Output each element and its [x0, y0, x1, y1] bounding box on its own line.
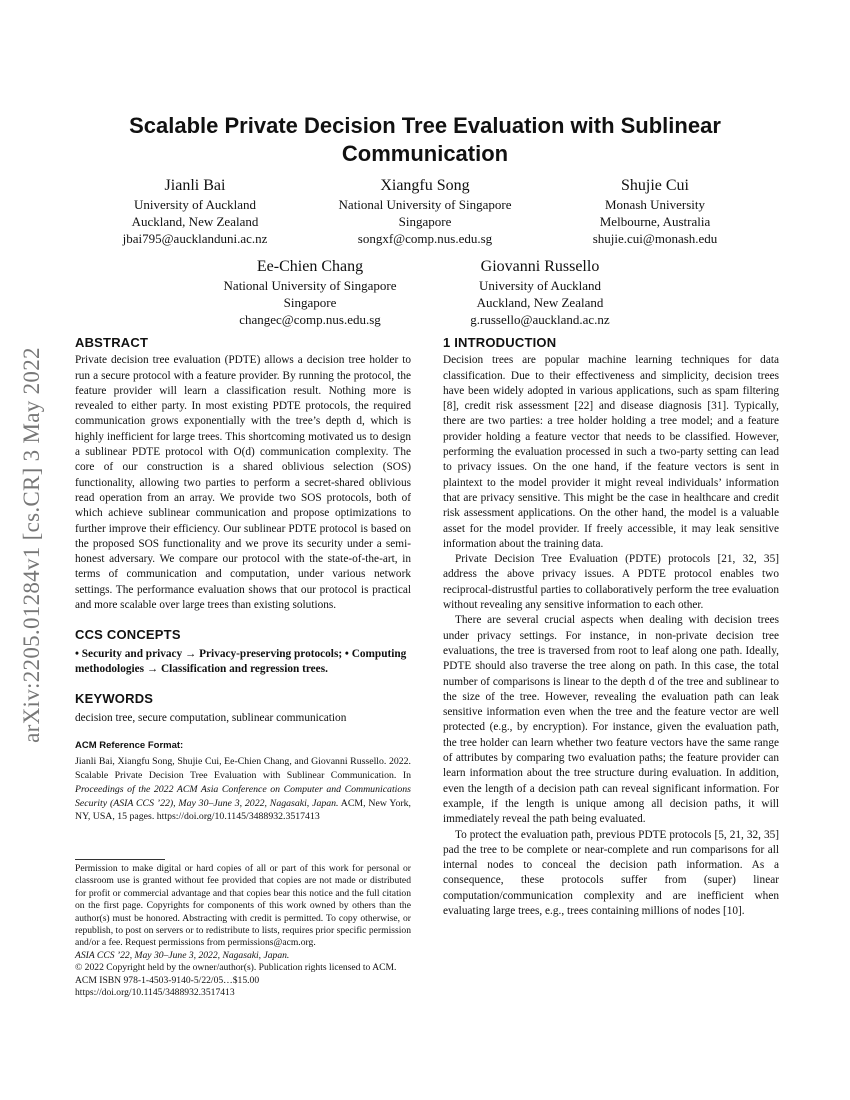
author-location: Auckland, New Zealand [131, 214, 259, 229]
author-block [555, 176, 755, 247]
author-location: Melbourne, Australia [599, 214, 711, 229]
author-name: Giovanni Russello [480, 258, 600, 275]
permission-text: Permission to make digital or hard copies of all or part of this work for personal or classroom use is granted without fee provided that copies are not made or distributed for profit or commercial advantage and that copies bear this notice and the full citation on the first page. Copyrights for components of this work owned by others than the author(s) must be honored. Abstracting with credit is permitted. To copy otherwise, or republish, to post on servers or to redistribute to lists, requires prior specific permission and/or a fee. Request permissions from permissions@acm.org. [75, 863, 411, 949]
reference-format-heading: ACM Reference Format: [75, 739, 184, 751]
reference-format-text [75, 755, 411, 824]
paper-title: Scalable Private Decision Tree Evaluation with Sublinear Communication [129, 113, 721, 166]
conference-line: ASIA CCS ’22, May 30–June 3, 2022, Nagasaki, Japan. [75, 949, 290, 961]
author-name: Xiangfu Song [380, 177, 470, 194]
author-block [95, 176, 295, 247]
intro-paragraph-4: To protect the evaluation path, previous PDTE protocols [5, 21, 32, 35] pad the tree to be complete or near-complete and run comparisons for all internal nodes to conceal the decision path information. As a consequence, these protocols suffer from (super) linear computation/communication complexity and are inefficient when evaluating large trees, e.g., trees containing millions of nodes [10]. [443, 828, 779, 917]
author-email: songxf@comp.nus.edu.sg [357, 231, 493, 246]
author-block [200, 257, 420, 328]
author-email: shujie.cui@monash.edu [592, 231, 718, 246]
isbn-line: ACM ISBN 978-1-4503-9140-5/22/05…$15.00 [75, 974, 260, 986]
arxiv-identifier: arXiv:2205.01284v1 [cs.CR] 3 May 2022 [19, 347, 44, 743]
doi-link[interactable]: https://doi.org/10.1145/3488932.3517413 [75, 987, 235, 999]
author-email: g.russello@auckland.ac.nz [470, 312, 610, 327]
author-name: Jianli Bai [164, 177, 226, 194]
right-column [443, 335, 779, 919]
ccs-text: • Security and privacy → Privacy-preserving protocols; • Computing methodologies → Classification and regression trees. [75, 647, 407, 675]
author-location: Singapore [283, 295, 337, 310]
author-name: Shujie Cui [620, 177, 689, 194]
ccs-heading: CCS CONCEPTS [75, 627, 181, 643]
author-email: changec@comp.nus.edu.sg [239, 312, 381, 327]
reference-publisher: ACM, New York, NY, USA, 15 pages. https://doi.org/10.1145/3488932.3517413 [75, 797, 411, 823]
author-name: Ee-Chien Chang [256, 258, 364, 275]
abstract-text: Private decision tree evaluation (PDTE) allows a decision tree holder to run a secure protocol with a feature provider. By running the protocol, the feature provider will learn a classification result. Nothing more is revealed to either party. In most existing PDTE protocols, the required communication grows exponentially with the tree’s depth d, which is highly inefficient for large trees. This shortcoming motivated us to design a sublinear PDTE protocol with O(d) communication complexity. The core of our construction is a shared oblivious selection (SOS) functionality, allowing two parties to perform a secret-shared oblivious read operation from an array. We provide two SOS protocols, both of which achieve sublinear communication and propose optimizations to further improve their efficiency. Our sublinear PDTE protocol is based on the proposed SOS functionality and we prove its security under a semi-honest adversary. We compare our protocol with the state-of-the-art, in terms of communication and computation, under various network settings. The performance evaluation shows that our protocol is practical and more scalable over large trees than existing solutions. [75, 354, 411, 612]
abstract-heading: ABSTRACT [75, 335, 149, 350]
permission-block [75, 863, 411, 999]
keywords-heading: KEYWORDS [75, 691, 154, 707]
author-block [315, 176, 535, 247]
footnote-rule [75, 859, 165, 860]
intro-paragraph-3: There are several crucial aspects when dealing with decision trees under privacy settings. For instance, in non-private decision tree evaluations, the tree is traversed from root to leaf along one path. Ideally, PDTE should also traverse the tree along on path. In this case, the total number of comparisons is linear to the depth d of the tree and sublinear to the size of the tree. However, revealing the evaluation path can leak sensitive information even when the tree and the feature vector are well protected (e.g., by encryption). For instance, given the evaluation path, the tree holder can learn whether two feature vectors have the same range of attributes by comparing two evaluation paths; the feature provider can learn information about the tree structure during evaluation. In addition, even the length of a decision path can reveal significant information. For example, if the length is unique among all decision paths, it will immediately reveal the path being evaluated. [443, 614, 779, 826]
author-location: Singapore [398, 214, 452, 229]
author-affiliation: University of Auckland [133, 197, 257, 212]
keywords-text: decision tree, secure computation, sublinear communication [75, 711, 347, 724]
reference-authors: Jianli Bai, Xiangfu Song, Shujie Cui, Ee-Chien Chang, and Giovanni Russello. 2022. Scalable Private Decision Tree Evaluation with Sublinear Communication. In [75, 756, 411, 781]
arxiv-sidebar [13, 290, 51, 800]
author-block [440, 257, 640, 328]
author-affiliation: University of Auckland [478, 278, 602, 293]
author-affiliation: Monash University [604, 197, 706, 212]
intro-paragraph-2: Private Decision Tree Evaluation (PDTE) protocols [21, 32, 35] address the above privacy issues. A PDTE protocol enables two reciprocal-distrustful parties to collaboratively perform the tree evaluation without revealing any sensitive information to each other. [443, 553, 779, 612]
intro-paragraph-1: Decision trees are popular machine learning techniques for data classification. Due to their effectiveness and simplicity, decision trees have been widely adopted in various applications, such as spam filtering [8], credit risk assessment [22] and disease diagnosis [31]. Typically, there are two parties: a tree holder holding a tree model; and a feature provider holding a feature vector that needs to be classified. However, performing the evaluation processed in such a two-party setting can lead to privacy issues. On the one hand, if the feature vectors is sent in plaintext to the model provider it might reveal individuals’ information that are privacy sensitive. This might be the case in healthcare and credit risk assessment applications. On the other hand, the model is a valuable asset for the model provider. If freely accessible, it may leak sensitive information about the training data. [443, 354, 779, 550]
author-affiliation: National University of Singapore [223, 278, 397, 293]
intro-heading: 1 INTRODUCTION [443, 335, 557, 350]
reference-venue: Proceedings of the 2022 ACM Asia Conference on Computer and Communications Security (ASIA CCS ’22), May 30–June 3, 2022, Nagasaki, Japan. [75, 783, 411, 809]
author-email: jbai795@aucklanduni.ac.nz [122, 231, 268, 246]
copyright-line: © 2022 Copyright held by the owner/author(s). Publication rights licensed to ACM. [75, 962, 397, 974]
author-affiliation: National University of Singapore [338, 197, 512, 212]
left-column [75, 335, 411, 824]
author-location: Auckland, New Zealand [476, 295, 604, 310]
